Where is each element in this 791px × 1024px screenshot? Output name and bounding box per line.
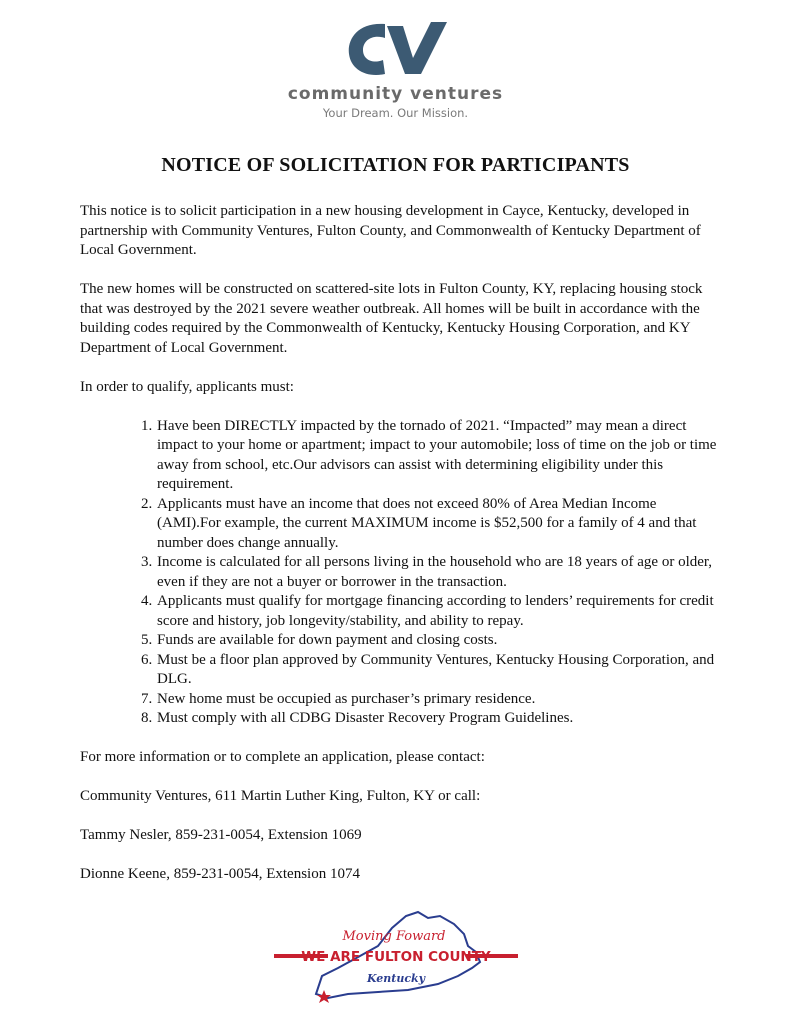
requirement-text: Must be a floor plan approved by Community Ventures, Kentucky Housing Corporation, and DLG.: [157, 651, 715, 687]
address-line: Community Ventures, 611 Martin Luther King, Fulton, KY or call:: [80, 788, 481, 804]
logo-company-name: community ventures: [287, 84, 504, 104]
requirement-item: [141, 417, 720, 495]
requirement-item: [141, 651, 720, 690]
star-icon: [317, 990, 331, 1003]
fulton-county-banner-text: WE ARE FULTON COUNTY: [301, 949, 491, 965]
contact-dionne: Dionne Keene, 859-231-0054, Extension 1074: [80, 866, 360, 882]
community-ventures-logo: [0, 18, 791, 120]
requirement-text: Must comply with all CDBG Disaster Recovery Program Guidelines.: [157, 710, 574, 726]
requirement-number: 5.: [141, 632, 153, 648]
requirement-text: Funds are available for down payment and closing costs.: [157, 632, 498, 648]
we-are-fulton-county-logo: [268, 906, 524, 1006]
more-info-line: For more information or to complete an application, please contact:: [80, 749, 485, 765]
page-title: NOTICE OF SOLICITATION FOR PARTICIPANTS: [161, 154, 630, 176]
requirement-number: 1.: [141, 417, 153, 434]
kentucky-script-text: Kentucky: [366, 972, 426, 985]
requirement-text: Applicants must have an income that does not exceed 80% of Area Median Income (AMI).For example, the current MAXIMUM income is $52,500 for a family of 4 and that number does change annually.: [157, 495, 697, 551]
requirement-number: 7.: [141, 690, 153, 707]
requirement-text: Income is calculated for all persons living in the household who are 18 years of age or older, even if they are not a buyer or borrower in the transaction.: [157, 554, 713, 590]
requirement-text: Applicants must qualify for mortgage financing according to lenders’ requirements for credit score and history, job longevity/stability, and ability to repay.: [157, 593, 714, 629]
requirement-number: 4.: [141, 593, 153, 609]
requirement-number: 6.: [141, 651, 153, 668]
requirement-number: 2.: [141, 495, 153, 512]
intro-paragraph: This notice is to solicit participation in a new housing development in Cayce, Kentucky, developed in partnership with Community Ventures, Fulton County, and Commonwealth of Kentucky Department of Local Government.: [80, 203, 701, 258]
contact-tammy: Tammy Nesler, 859-231-0054, Extension 1069: [80, 827, 362, 843]
requirement-item: [141, 631, 720, 651]
notice-body: [80, 202, 720, 904]
requirement-number: 8.: [141, 710, 153, 726]
requirement-number: 3.: [141, 554, 153, 570]
moving-forward-text: Moving Foward: [342, 929, 446, 944]
requirement-text: Have been DIRECTLY impacted by the tornado of 2021. “Impacted” may mean a direct impact to your home or apartment; impact to your automobile; loss of time on the job or time away from school, etc.Our advisors can assist with determining eligibility under this requirement.: [157, 417, 717, 492]
requirement-item: [141, 709, 720, 729]
cv-logo-mark-icon: [343, 18, 453, 80]
logo-tagline: Your Dream. Our Mission.: [322, 106, 469, 120]
requirement-item: [141, 690, 720, 710]
requirement-item: [141, 592, 720, 631]
requirement-item: [141, 495, 720, 554]
qualify-intro: In order to qualify, applicants must:: [80, 378, 294, 395]
homes-paragraph: The new homes will be constructed on scattered-site lots in Fulton County, KY, replacing housing stock that was destroyed by the 2021 severe weather outbreak. All homes will be built in accordance with the building codes required by the Commonwealth of Kentucky, Kentucky Housing Corporation, and KY Department of Local Government.: [80, 281, 703, 356]
requirement-text: New home must be occupied as purchaser’s primary residence.: [157, 690, 536, 707]
requirement-item: [141, 553, 720, 592]
requirements-list: [80, 417, 720, 729]
